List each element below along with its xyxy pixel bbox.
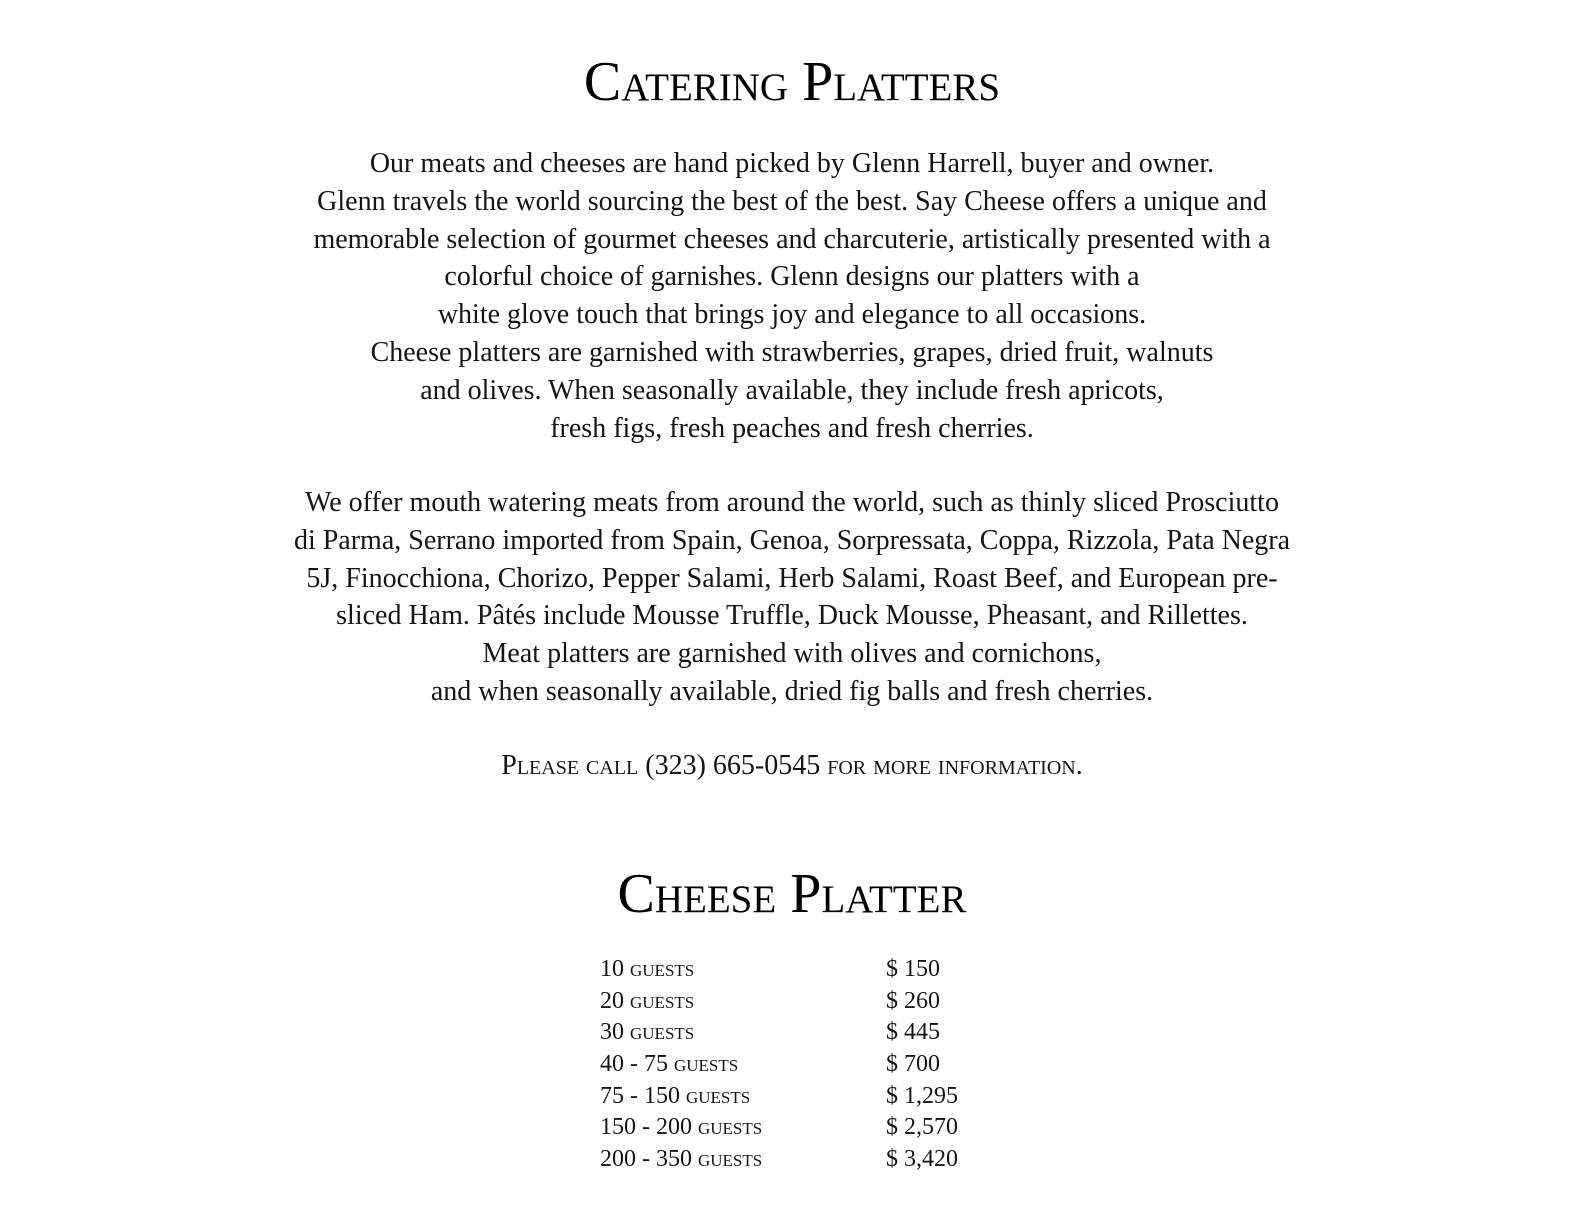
guests-count: 40 - 75 guests: [600, 1051, 739, 1078]
catering-platters-title: Catering Platters: [583, 51, 1001, 113]
paragraph-line: Our meats and cheeses are hand picked by Glenn Harrell, buyer and owner.: [369, 148, 1215, 179]
guests-count: 150 - 200 guests: [600, 1114, 763, 1141]
paragraph-line: Cheese platters are garnished with strawberries, grapes, dried fruit, walnuts: [370, 336, 1214, 368]
guests-count: 75 - 150 guests: [600, 1082, 751, 1109]
table-row: [600, 1112, 1020, 1144]
guests-count: 30 guests: [600, 1019, 695, 1046]
guests-count: 20 guests: [600, 987, 695, 1014]
price-table: [600, 954, 1020, 1176]
contact-info: Please call (323) 665-0545 for more information.: [501, 750, 1083, 781]
price-value: $ 2,570: [886, 1114, 958, 1141]
paragraph-line: and olives. When seasonally available, they include fresh apricots,: [420, 374, 1164, 406]
paragraph-line: 5J, Finocchiona, Chorizo, Pepper Salami, Herb Salami, Roast Beef, and European pre-: [306, 562, 1278, 594]
paragraph-line: Meat platters are garnished with olives and cornichons,: [482, 638, 1102, 670]
paragraph-line: We offer mouth watering meats from around the world, such as thinly sliced Prosciutto: [305, 487, 1279, 518]
paragraph-line: memorable selection of gourmet cheeses and charcuterie, artistically presented with a: [313, 223, 1271, 255]
paragraph-line: di Parma, Serrano imported from Spain, Genoa, Sorpressata, Coppa, Rizzola, Pata Negra: [293, 524, 1291, 556]
paragraph-line: sliced Ham. Pâtés include Mousse Truffle, Duck Mousse, Pheasant, and Rillettes.: [336, 600, 1248, 632]
table-row: [600, 986, 1020, 1018]
paragraph-line: Glenn travels the world sourcing the best of the best. Say Cheese offers a unique and: [317, 185, 1267, 217]
paragraph-line: colorful choice of garnishes. Glenn designs our platters with a: [444, 261, 1140, 293]
cheese-platter-title: Cheese Platter: [617, 863, 967, 925]
table-row: [600, 1017, 1020, 1049]
meat-description-paragraph: [0, 484, 1584, 711]
paragraph-line: fresh figs, fresh peaches and fresh cherries.: [550, 412, 1034, 444]
price-value: $ 3,420: [886, 1146, 958, 1173]
table-row: [600, 1049, 1020, 1081]
table-row: [600, 1081, 1020, 1113]
table-row: [600, 954, 1020, 986]
paragraph-line: white glove touch that brings joy and elegance to all occasions.: [437, 299, 1147, 331]
guests-count: 10 guests: [600, 956, 695, 982]
guests-count: 200 - 350 guests: [600, 1146, 763, 1173]
price-value: $ 150: [886, 956, 940, 982]
price-value: $ 700: [886, 1051, 940, 1078]
paragraph-line: and when seasonally available, dried fig balls and fresh cherries.: [430, 675, 1154, 707]
price-value: $ 445: [886, 1019, 940, 1046]
table-row: [600, 1144, 1020, 1176]
price-value: $ 1,295: [886, 1082, 958, 1109]
price-value: $ 260: [886, 987, 940, 1014]
cheese-description-paragraph: [0, 145, 1584, 447]
